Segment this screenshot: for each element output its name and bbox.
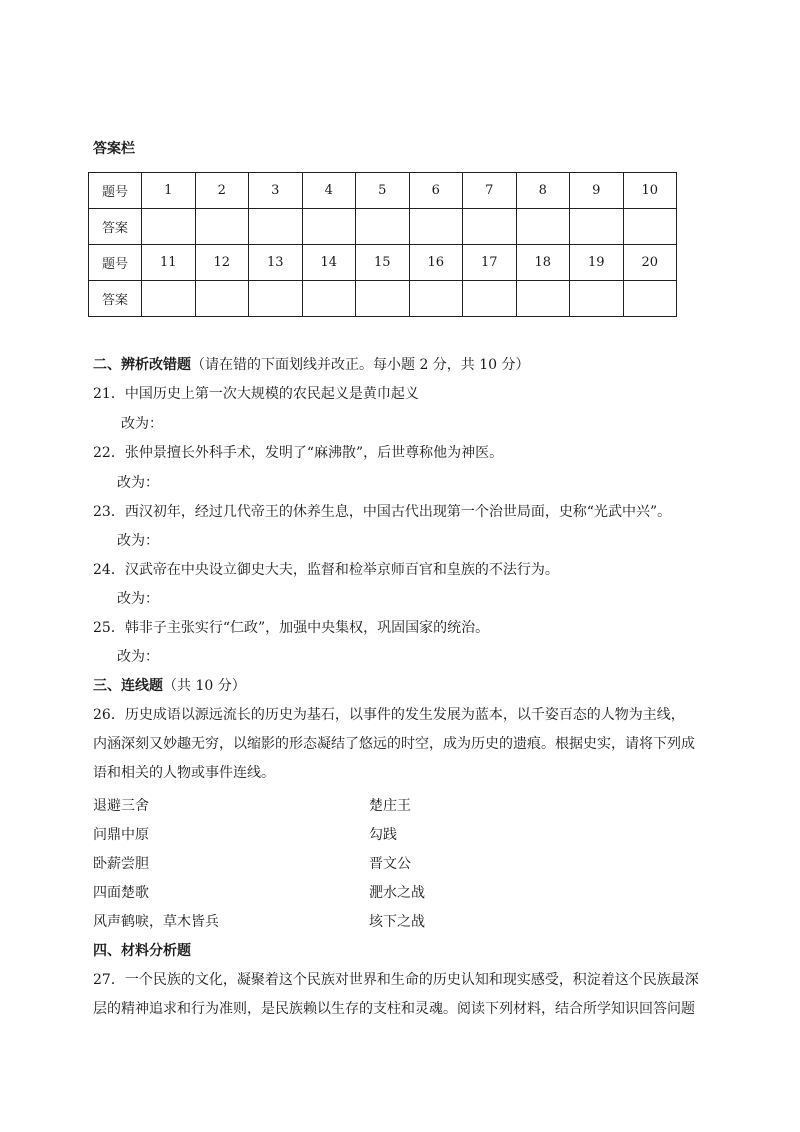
question-26-line: 语和相关的人物或事件连线。 — [93, 765, 275, 781]
section-title: 四、材料分析题 — [93, 943, 191, 959]
answer-cell[interactable] — [516, 281, 570, 317]
section-title: 二、辨析改错题 — [93, 357, 191, 373]
section-note: （请在错的下面划线并改正。每小题 2 分，共 10 分） — [191, 357, 530, 373]
row-label: 题号 — [89, 245, 142, 281]
question-number-cell: 14 — [302, 245, 356, 281]
question-number-cell: 8 — [516, 173, 570, 209]
match-item: 垓下之战 — [369, 914, 425, 930]
answer-cell[interactable] — [249, 281, 303, 317]
question-23: 23．西汉初年，经过几代帝王的休养生息，中国古代出现第一个治世局面，史称“光武中兴”。 — [93, 504, 672, 520]
question-24: 24．汉武帝在中央设立御史大夫，监督和检举京师百官和皇族的不法行为。 — [93, 562, 559, 578]
section-heading — [93, 675, 246, 695]
answer-cell[interactable] — [463, 281, 517, 317]
correction-prompt: 改为： — [117, 649, 159, 665]
question-number-cell: 10 — [623, 173, 677, 209]
idiom-item: 卧薪尝胆 — [93, 856, 149, 872]
table-row — [89, 173, 677, 209]
question-number-cell: 13 — [249, 245, 303, 281]
answer-cell[interactable] — [463, 209, 517, 245]
answer-cell[interactable] — [142, 281, 196, 317]
answer-cell[interactable] — [623, 209, 677, 245]
question-26-line: 内涵深刻又妙趣无穷，以缩影的形态凝结了悠远的时空，成为历史的遗痕。根据史实，请将下列成 — [93, 736, 695, 752]
section-title: 三、连线题 — [93, 678, 163, 694]
question-26-line: 26．历史成语以源远流长的历史为基石，以事件的发生发展为蓝本，以千姿百态的人物为主线， — [93, 707, 685, 723]
question-number-cell: 5 — [356, 173, 410, 209]
answer-cell[interactable] — [570, 281, 624, 317]
table-row — [89, 245, 677, 281]
answer-cell[interactable] — [623, 281, 677, 317]
idiom-item: 四面楚歌 — [93, 885, 149, 901]
question-number-cell: 1 — [142, 173, 196, 209]
question-number-cell: 3 — [249, 173, 303, 209]
answer-cell[interactable] — [409, 281, 463, 317]
question-27-line: 层的精神追求和行为准则，是民族赖以生存的支柱和灵魂。阅读下列材料，结合所学知识回答问题 — [93, 1001, 695, 1017]
answer-cell[interactable] — [302, 281, 356, 317]
question-number-cell: 7 — [463, 173, 517, 209]
question-number-cell: 16 — [409, 245, 463, 281]
question-27-line: 27．一个民族的文化，凝聚着这个民族对世界和生命的历史认知和现实感受，积淀着这个民族最深 — [93, 972, 699, 988]
match-item: 晋文公 — [369, 856, 411, 872]
question-number-cell: 18 — [516, 245, 570, 281]
question-number-cell: 11 — [142, 245, 196, 281]
answer-cell[interactable] — [249, 209, 303, 245]
answer-cell[interactable] — [356, 209, 410, 245]
table-row — [89, 209, 677, 245]
section-note: （共 10 分） — [163, 678, 246, 694]
answer-cell[interactable] — [195, 281, 249, 317]
answer-cell[interactable] — [302, 209, 356, 245]
correction-prompt: 改为： — [117, 533, 159, 549]
answer-table — [88, 172, 677, 317]
table-row — [89, 281, 677, 317]
section-heading — [93, 354, 530, 374]
row-label: 答案 — [89, 209, 142, 245]
correction-prompt: 改为： — [117, 475, 159, 491]
match-item: 淝水之战 — [369, 885, 425, 901]
question-25: 25．韩非子主张实行“仁政”，加强中央集权，巩固国家的统治。 — [93, 620, 490, 636]
question-number-cell: 9 — [570, 173, 624, 209]
question-number-cell: 17 — [463, 245, 517, 281]
correction-prompt: 改为： — [121, 416, 163, 432]
idiom-item: 问鼎中原 — [93, 827, 149, 843]
question-number-cell: 15 — [356, 245, 410, 281]
row-label: 答案 — [89, 281, 142, 317]
answer-cell[interactable] — [409, 209, 463, 245]
question-22: 22．张仲景擅长外科手术，发明了“麻沸散”，后世尊称他为神医。 — [93, 445, 504, 461]
row-label: 题号 — [89, 173, 142, 209]
idiom-item: 退避三舍 — [93, 798, 149, 814]
idiom-item: 风声鹤唳，草木皆兵 — [93, 914, 219, 930]
question-number-cell: 2 — [195, 173, 249, 209]
answer-cell[interactable] — [356, 281, 410, 317]
answer-cell[interactable] — [142, 209, 196, 245]
question-number-cell: 12 — [195, 245, 249, 281]
answer-section-title: 答案栏 — [93, 141, 135, 157]
match-item: 楚庄王 — [369, 798, 411, 814]
question-number-cell: 19 — [570, 245, 624, 281]
question-number-cell: 6 — [409, 173, 463, 209]
answer-cell[interactable] — [195, 209, 249, 245]
question-21: 21．中国历史上第一次大规模的农民起义是黄巾起义 — [93, 386, 419, 402]
answer-cell[interactable] — [516, 209, 570, 245]
question-number-cell: 4 — [302, 173, 356, 209]
question-number-cell: 20 — [623, 245, 677, 281]
answer-cell[interactable] — [570, 209, 624, 245]
match-item: 勾践 — [369, 827, 397, 843]
correction-prompt: 改为： — [117, 591, 159, 607]
